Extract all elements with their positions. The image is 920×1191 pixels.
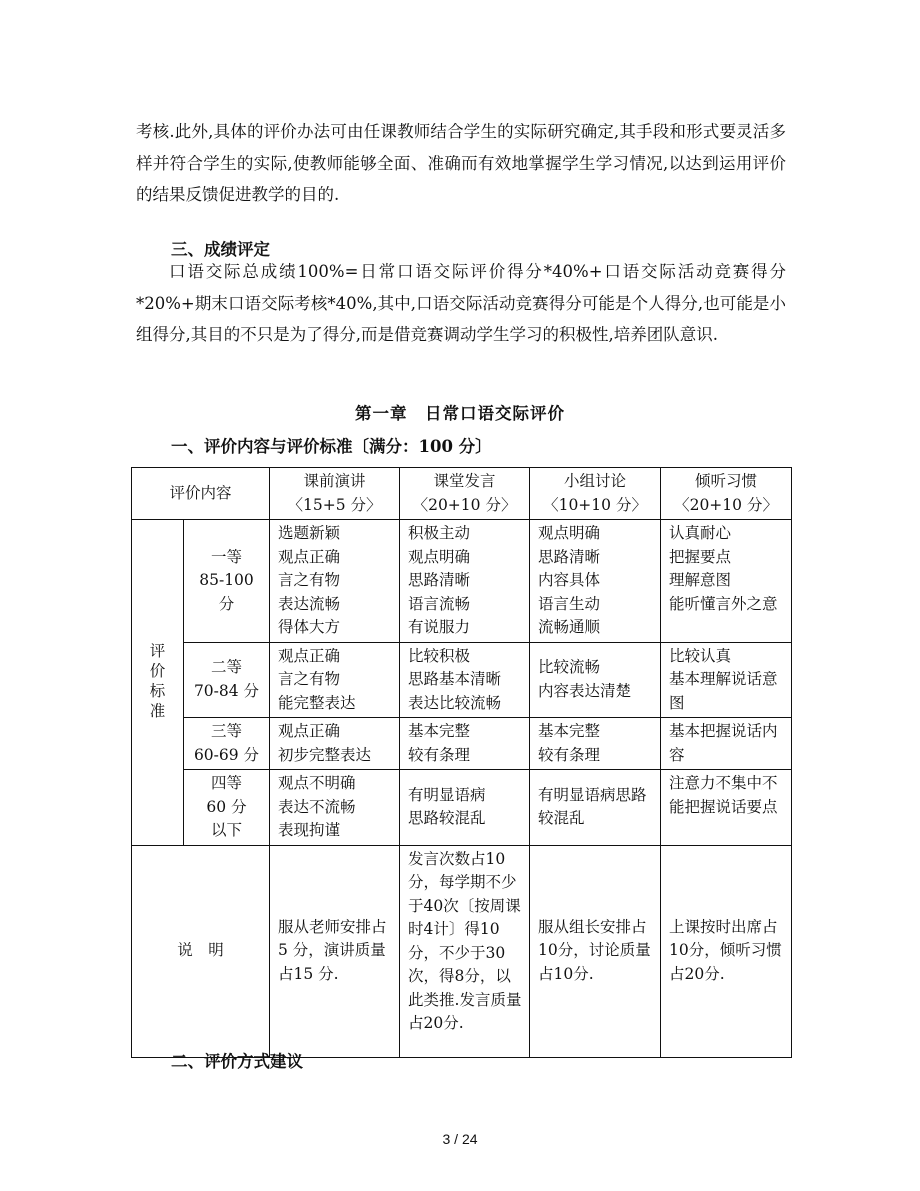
criteria-item: 较有条理	[408, 745, 471, 764]
criteria-item: 观点正确	[278, 547, 341, 566]
grade-label: 三等	[211, 722, 243, 740]
note-text: 服从老师安排占 5 分，演讲质量占15 分.	[278, 917, 387, 983]
criteria-item: 积极主动	[408, 524, 471, 542]
section2-heading: 二、评价方式建议	[171, 1052, 303, 1071]
criteria-cell	[400, 520, 530, 643]
grade-label: 一等	[211, 547, 243, 566]
grade-label-cell	[184, 770, 270, 846]
column-header	[530, 468, 661, 520]
criteria-item: 基本把握说话内容	[669, 722, 778, 764]
criteria-item: 观点明确	[408, 547, 471, 566]
criteria-item: 得体大方	[278, 618, 341, 636]
criteria-item: 有说服力	[408, 618, 471, 636]
grade-label: 分	[218, 594, 235, 613]
table-heading: 一、评价内容与评价标准〔满分：100 分〕	[171, 437, 492, 456]
column-name: 倾听习惯	[695, 472, 758, 490]
note-text: 上课按时出席占10分，倾听习惯占20分.	[669, 917, 782, 983]
criteria-item: 思路较混乱	[408, 809, 486, 828]
criteria-item: 言之有物	[278, 670, 341, 688]
evaluation-table	[131, 467, 792, 1058]
criteria-cell	[530, 718, 661, 770]
criteria-item: 表现拘谨	[278, 821, 341, 839]
column-name: 课堂发言	[433, 472, 496, 490]
grade-label-cell	[184, 718, 270, 770]
criteria-item: 流畅通顺	[538, 618, 601, 636]
criteria-cell	[400, 770, 530, 846]
column-points: 〈10+10 分〉	[543, 495, 647, 514]
criteria-item: 把握要点	[669, 547, 732, 566]
note-text: 发言次数占10分，每学期不少于40次〔按周课时4计〕得10分，不少于30次，得8分，以此类推.发言质量占20分.	[408, 849, 522, 1032]
criteria-cell	[530, 642, 661, 718]
notes-cell	[530, 845, 661, 1057]
criteria-item: 表达不流畅	[278, 797, 356, 816]
column-header	[661, 468, 792, 520]
page-number: 3 / 24	[442, 1131, 478, 1147]
criteria-item: 言之有物	[278, 571, 341, 589]
criteria-item: 有明显语病	[408, 785, 486, 804]
grade-label: 60-69 分	[193, 745, 260, 764]
column-name: 课前演讲	[303, 472, 366, 490]
criteria-cell	[661, 520, 792, 643]
table-row	[132, 770, 792, 846]
table-row	[132, 642, 792, 718]
criteria-item: 注意力不集中不能把握说话要点	[669, 774, 778, 816]
criteria-item: 观点不明确	[278, 774, 356, 792]
criteria-item: 较有条理	[538, 745, 601, 764]
criteria-item: 语言流畅	[408, 594, 471, 613]
criteria-cell	[530, 770, 661, 846]
notes-cell	[270, 845, 400, 1057]
intro-paragraph: 考核.此外,具体的评价办法可由任课教师结合学生的实际研究确定,其手段和形式要灵活多样并符合学生的实际,使教师能够全面、准确而有效地掌握学生学习情况,以达到运用评价的结果反馈促进教学的目的.	[136, 122, 786, 204]
standard-label: 评价标准	[149, 642, 166, 720]
column-header	[400, 468, 530, 520]
criteria-cell	[661, 642, 792, 718]
column-name: 小组讨论	[564, 472, 627, 490]
criteria-item: 观点正确	[278, 646, 341, 665]
criteria-item: 比较积极	[408, 646, 471, 665]
grade-label: 85-100	[199, 571, 254, 589]
criteria-cell	[400, 642, 530, 718]
grade-label: 以下	[211, 821, 243, 839]
content-label-cell	[132, 468, 270, 520]
column-header	[270, 468, 400, 520]
column-points: 〈20+10 分〉	[412, 495, 517, 514]
column-points: 〈20+10 分〉	[674, 495, 778, 514]
criteria-item: 内容表达清楚	[538, 681, 632, 700]
section3-heading: 三、成绩评定	[171, 240, 270, 259]
criteria-item: 基本完整	[408, 722, 471, 740]
criteria-cell	[530, 520, 661, 643]
criteria-item: 观点正确	[278, 722, 341, 740]
grade-label: 二等	[211, 658, 243, 677]
notes-label-cell	[132, 845, 270, 1057]
criteria-item: 内容具体	[538, 571, 601, 589]
notes-cell	[400, 845, 530, 1057]
criteria-cell	[661, 770, 792, 846]
criteria-item: 基本完整	[538, 722, 601, 740]
criteria-item: 比较流畅	[538, 658, 601, 677]
criteria-item: 能听懂言外之意	[669, 594, 778, 613]
table-header-row	[132, 468, 792, 520]
criteria-item: 观点明确	[538, 524, 601, 542]
content-label: 评价内容	[169, 483, 232, 502]
notes-cell	[661, 845, 792, 1057]
grade-label-cell	[184, 520, 270, 643]
criteria-item: 理解意图	[669, 571, 732, 589]
grade-label: 70-84 分	[193, 681, 260, 700]
criteria-item: 表达流畅	[278, 594, 341, 613]
column-points: 〈15+5 分〉	[287, 495, 382, 514]
standard-label-cell	[132, 520, 184, 846]
notes-row	[132, 845, 792, 1057]
criteria-item: 思路基本清晰	[408, 670, 502, 688]
chapter-title: 第一章 日常口语交际评价	[355, 404, 565, 423]
notes-label: 说 明	[177, 941, 224, 960]
criteria-item: 有明显语病思路较混乱	[538, 785, 647, 828]
criteria-cell	[661, 718, 792, 770]
criteria-item: 能完整表达	[278, 693, 356, 712]
criteria-item: 比较认真	[669, 646, 732, 665]
criteria-cell	[270, 770, 400, 846]
section3-paragraph: 口语交际总成绩100%=日常口语交际评价得分*40%+口语交际活动竞赛得分*20%+期末口语交际考核*40%,其中,口语交际活动竞赛得分可能是个人得分,也可能是小组得分,其目的不只是为了得分,而是借竞赛调动学生学习的积极性,培养团队意识.	[136, 262, 786, 344]
criteria-item: 思路清晰	[538, 547, 601, 566]
note-text: 服从组长安排占10分，讨论质量占10分.	[538, 917, 651, 983]
criteria-item: 语言生动	[538, 594, 601, 613]
criteria-item: 认真耐心	[669, 524, 732, 542]
table-row	[132, 520, 792, 643]
table-row	[132, 718, 792, 770]
criteria-cell	[270, 642, 400, 718]
criteria-cell	[400, 718, 530, 770]
criteria-item: 基本理解说话意图	[669, 670, 778, 712]
grade-label: 四等	[211, 774, 243, 792]
grade-label-cell	[184, 642, 270, 718]
criteria-item: 初步完整表达	[278, 745, 372, 764]
grade-label: 60 分	[206, 797, 247, 816]
criteria-item: 思路清晰	[408, 571, 471, 589]
criteria-cell	[270, 520, 400, 643]
criteria-item: 选题新颖	[278, 524, 341, 542]
criteria-item: 表达比较流畅	[408, 693, 502, 712]
criteria-cell	[270, 718, 400, 770]
